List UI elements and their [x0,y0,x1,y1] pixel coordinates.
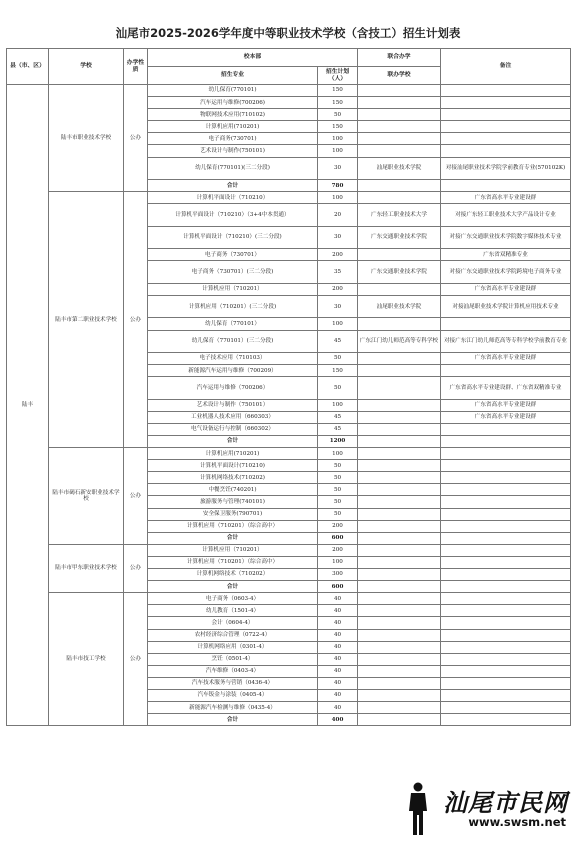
remark-cell [441,653,571,665]
major-cell: 电子商务(730701) [148,133,318,145]
major-cell: 艺术设计与制作（750101） [148,399,318,411]
remark-cell [441,318,571,330]
major-cell: 计算机应用（710201）（综合高中） [148,556,318,568]
joint-school-cell [358,605,441,617]
remark-cell: 广东省高水平专业建设群 [441,399,571,411]
total-label-cell: 合计 [148,714,318,726]
remark-cell: 广东省双精准专业 [441,249,571,261]
remark-cell [441,581,571,593]
remark-cell [441,97,571,109]
plan-cell: 40 [318,677,358,689]
total-value-cell: 1200 [318,436,358,448]
major-cell: 计算机平面设计(710210) [148,460,318,472]
plan-cell: 40 [318,653,358,665]
joint-school-cell [358,460,441,472]
major-cell: 新能源汽车检测与维修（0435-4） [148,702,318,714]
plan-cell: 150 [318,365,358,377]
total-value-cell: 780 [318,180,358,192]
plan-cell: 50 [318,508,358,520]
joint-school-cell [358,97,441,109]
joint-school-cell [358,496,441,508]
header-major: 招生专业 [148,67,318,85]
table-row [7,192,571,204]
major-cell: 计算机平面设计（710210） [148,192,318,204]
major-cell: 计算机网络技术（710202） [148,569,318,581]
plan-cell: 40 [318,629,358,641]
table-row [7,448,571,460]
major-cell: 汽车钣金与涂装（0405-4） [148,689,318,701]
plan-cell: 30 [318,295,358,318]
total-value-cell: 400 [318,714,358,726]
joint-school-cell [358,145,441,157]
remark-cell [441,593,571,605]
joint-school-cell [358,653,441,665]
total-label-cell: 合计 [148,581,318,593]
major-cell: 汽车技术服务与营销（0436-4） [148,677,318,689]
major-cell: 计算机应用（710201）（综合高中） [148,520,318,532]
plan-cell: 40 [318,641,358,653]
major-cell: 幼儿保育（770101） [148,318,318,330]
major-cell: 汽车维修（0403-4） [148,665,318,677]
remark-cell [441,496,571,508]
header-remark: 备注 [441,49,571,85]
school-nature-cell: 公办 [124,85,148,192]
plan-cell: 40 [318,702,358,714]
joint-school-cell [358,532,441,544]
plan-cell: 45 [318,423,358,435]
remark-cell [441,365,571,377]
remark-cell [441,180,571,192]
remark-cell [441,605,571,617]
major-cell: 旅游服务与管理(740101) [148,496,318,508]
plan-cell: 40 [318,605,358,617]
plan-cell: 300 [318,569,358,581]
joint-school-cell [358,85,441,97]
plan-cell: 45 [318,330,358,353]
major-cell: 计算机平面设计（710210）（3+4中本贯通） [148,204,318,227]
school-nature-cell: 公办 [124,544,148,592]
major-cell: 电子商务（730701） [148,249,318,261]
remark-cell [441,520,571,532]
plan-cell: 200 [318,520,358,532]
remark-cell: 广东省高水平专业建设群 [441,283,571,295]
plan-cell: 40 [318,689,358,701]
plan-cell: 50 [318,496,358,508]
joint-school-cell [358,569,441,581]
joint-school-cell [358,377,441,400]
school-name-cell: 陆丰市技工学校 [49,593,124,726]
joint-school-cell: 广东交通职业技术学院 [358,226,441,249]
joint-school-cell [358,556,441,568]
plan-cell: 100 [318,556,358,568]
plan-cell: 100 [318,192,358,204]
header-plan: 招生计划（人） [318,67,358,85]
plan-cell: 30 [318,226,358,249]
watermark-text: 汕尾市民网 [443,788,568,817]
joint-school-cell [358,472,441,484]
watermark-url: www.swsm.net [468,815,566,829]
remark-cell [441,544,571,556]
site-watermark [402,781,574,837]
major-cell: 农村经济综合管理（0722-4） [148,629,318,641]
total-label-cell: 合计 [148,532,318,544]
total-value-cell: 600 [318,581,358,593]
joint-school-cell [358,617,441,629]
joint-school-cell [358,423,441,435]
joint-school-cell [358,133,441,145]
header-main-campus: 校本部 [148,49,358,67]
joint-school-cell [358,353,441,365]
plan-cell: 50 [318,484,358,496]
major-cell: 安全保卫服务(790701) [148,508,318,520]
plan-cell: 200 [318,249,358,261]
joint-school-cell [358,121,441,133]
plan-cell: 50 [318,472,358,484]
school-nature-cell: 公办 [124,593,148,726]
remark-cell [441,121,571,133]
joint-school-cell [358,508,441,520]
school-name-cell: 陆丰市碣石新安职业技术学校 [49,448,124,545]
remark-cell: 广东省高水平专业建设群 [441,411,571,423]
major-cell: 新能源汽车运用与维修（700209） [148,365,318,377]
document-title: 汕尾市2025-2026学年度中等职业技术学校（含技工）招生计划表 [115,26,461,40]
major-cell: 幼儿保育(770101) [148,85,318,97]
school-nature-cell: 公办 [124,448,148,545]
joint-school-cell [358,283,441,295]
major-cell: 电子商务（730701）(三二分段) [148,261,318,284]
major-cell: 汽车运用与维修(700206) [148,97,318,109]
major-cell: 烹饪（0501-4） [148,653,318,665]
remark-cell [441,472,571,484]
major-cell: 物联网技术应用(710102) [148,109,318,121]
remark-cell [441,556,571,568]
remark-cell [441,569,571,581]
plan-cell: 50 [318,353,358,365]
remark-cell [441,423,571,435]
remark-cell [441,702,571,714]
plan-cell: 150 [318,121,358,133]
remark-cell [441,109,571,121]
joint-school-cell [358,593,441,605]
remark-cell: 对接广东交通职业技术学院跨境电子商务专业 [441,261,571,284]
joint-school-cell [358,689,441,701]
plan-cell: 200 [318,283,358,295]
remark-cell [441,460,571,472]
remark-cell: 广东省高水平专业建设群 [441,353,571,365]
major-cell: 电子技术应用（710103） [148,353,318,365]
remark-cell: 对接汕尾职业技术学院学前教育专业(570102K) [441,157,571,180]
joint-school-cell [358,484,441,496]
joint-school-cell: 汕尾职业技术学院 [358,295,441,318]
joint-school-cell [358,411,441,423]
joint-school-cell [358,629,441,641]
major-cell: 计算机应用（710201） [148,544,318,556]
major-cell: 工业机器人技术应用（660303） [148,411,318,423]
header-row [7,49,571,67]
school-nature-cell: 公办 [124,192,148,448]
plan-cell: 50 [318,377,358,400]
remark-cell [441,85,571,97]
joint-school-cell [358,249,441,261]
remark-cell: 对接广东轻工职业技术大学产品设计专业 [441,204,571,227]
major-cell: 计算机网络技术(710202) [148,472,318,484]
remark-cell [441,508,571,520]
major-cell: 幼儿保育(770101)(三二分段) [148,157,318,180]
plan-cell: 35 [318,261,358,284]
school-name-cell: 陆丰市第二职业技术学校 [49,192,124,448]
joint-school-cell: 广东江门幼儿师范高等专科学校 [358,330,441,353]
remark-cell [441,484,571,496]
remark-cell [441,677,571,689]
remark-cell: 广东省高水平专业建设群、广东省双精准专业 [441,377,571,400]
enrollment-plan-table [6,48,571,726]
plan-cell: 40 [318,665,358,677]
total-value-cell: 600 [318,532,358,544]
plan-cell: 50 [318,460,358,472]
remark-cell [441,145,571,157]
header-nature: 办学性质 [124,49,148,85]
remark-cell [441,641,571,653]
school-name-cell: 陆丰市甲东职业技术学校 [49,544,124,592]
remark-cell: 对接广东江门幼儿师范高等专科学校学前教育专业 [441,330,571,353]
joint-school-cell [358,399,441,411]
joint-school-cell [358,677,441,689]
header-county: 县（市、区） [7,49,49,85]
major-cell: 幼儿教育（1501-4） [148,605,318,617]
remark-cell [441,665,571,677]
remark-cell [441,629,571,641]
header-joint-school: 联办学校 [358,67,441,85]
joint-school-cell [358,544,441,556]
person-silhouette-icon [404,781,432,837]
major-cell: 电子商务（0603-4） [148,593,318,605]
remark-cell [441,133,571,145]
table-body [7,49,571,726]
plan-cell: 40 [318,593,358,605]
header-joint: 联合办学 [358,49,441,67]
plan-cell: 100 [318,145,358,157]
plan-cell: 100 [318,318,358,330]
joint-school-cell [358,192,441,204]
remark-cell [441,714,571,726]
joint-school-cell [358,714,441,726]
major-cell: 会计（0604-4） [148,617,318,629]
joint-school-cell [358,109,441,121]
remark-cell [441,689,571,701]
plan-cell: 150 [318,97,358,109]
joint-school-cell [358,448,441,460]
remark-cell [441,448,571,460]
joint-school-cell [358,581,441,593]
major-cell: 汽车运用与维修（700206） [148,377,318,400]
joint-school-cell [358,365,441,377]
plan-cell: 45 [318,411,358,423]
plan-cell: 100 [318,399,358,411]
remark-cell: 对接广东交通职业技术学院数字媒体技术专业 [441,226,571,249]
joint-school-cell [358,436,441,448]
plan-cell: 150 [318,85,358,97]
table-row [7,85,571,97]
header-school: 学校 [49,49,124,85]
joint-school-cell: 广东交通职业技术学院 [358,261,441,284]
remark-cell [441,617,571,629]
remark-cell [441,436,571,448]
school-name-cell: 陆丰市职业技术学校 [49,85,124,192]
plan-cell: 30 [318,157,358,180]
major-cell: 幼儿保育（770101）(三二分段) [148,330,318,353]
plan-cell: 200 [318,544,358,556]
plan-cell: 20 [318,204,358,227]
county-cell: 陆丰 [7,85,49,726]
table-row [7,544,571,556]
major-cell: 电气设备运行与控制（660302） [148,423,318,435]
joint-school-cell [358,641,441,653]
plan-cell: 100 [318,133,358,145]
major-cell: 中餐烹饪(740201) [148,484,318,496]
remark-cell [441,532,571,544]
remark-cell: 对接汕尾职业技术学院计算机应用技术专业 [441,295,571,318]
joint-school-cell [358,318,441,330]
plan-cell: 40 [318,617,358,629]
joint-school-cell [358,520,441,532]
joint-school-cell [358,665,441,677]
major-cell: 计算机应用(710201) [148,448,318,460]
major-cell: 计算机应用（710201） [148,283,318,295]
joint-school-cell [358,702,441,714]
major-cell: 计算机应用（710201）(三二分段) [148,295,318,318]
joint-school-cell: 汕尾职业技术学院 [358,157,441,180]
joint-school-cell: 广东轻工职业技术大学 [358,204,441,227]
major-cell: 计算机应用(710201) [148,121,318,133]
major-cell: 艺术设计与制作(750101) [148,145,318,157]
plan-cell: 100 [318,448,358,460]
major-cell: 计算机平面设计（710210）(三二分段) [148,226,318,249]
table-row [7,593,571,605]
major-cell: 计算机网络应用（0301-4） [148,641,318,653]
total-label-cell: 合计 [148,180,318,192]
plan-cell: 50 [318,109,358,121]
total-label-cell: 合计 [148,436,318,448]
remark-cell: 广东省高水平专业建设群 [441,192,571,204]
joint-school-cell [358,180,441,192]
